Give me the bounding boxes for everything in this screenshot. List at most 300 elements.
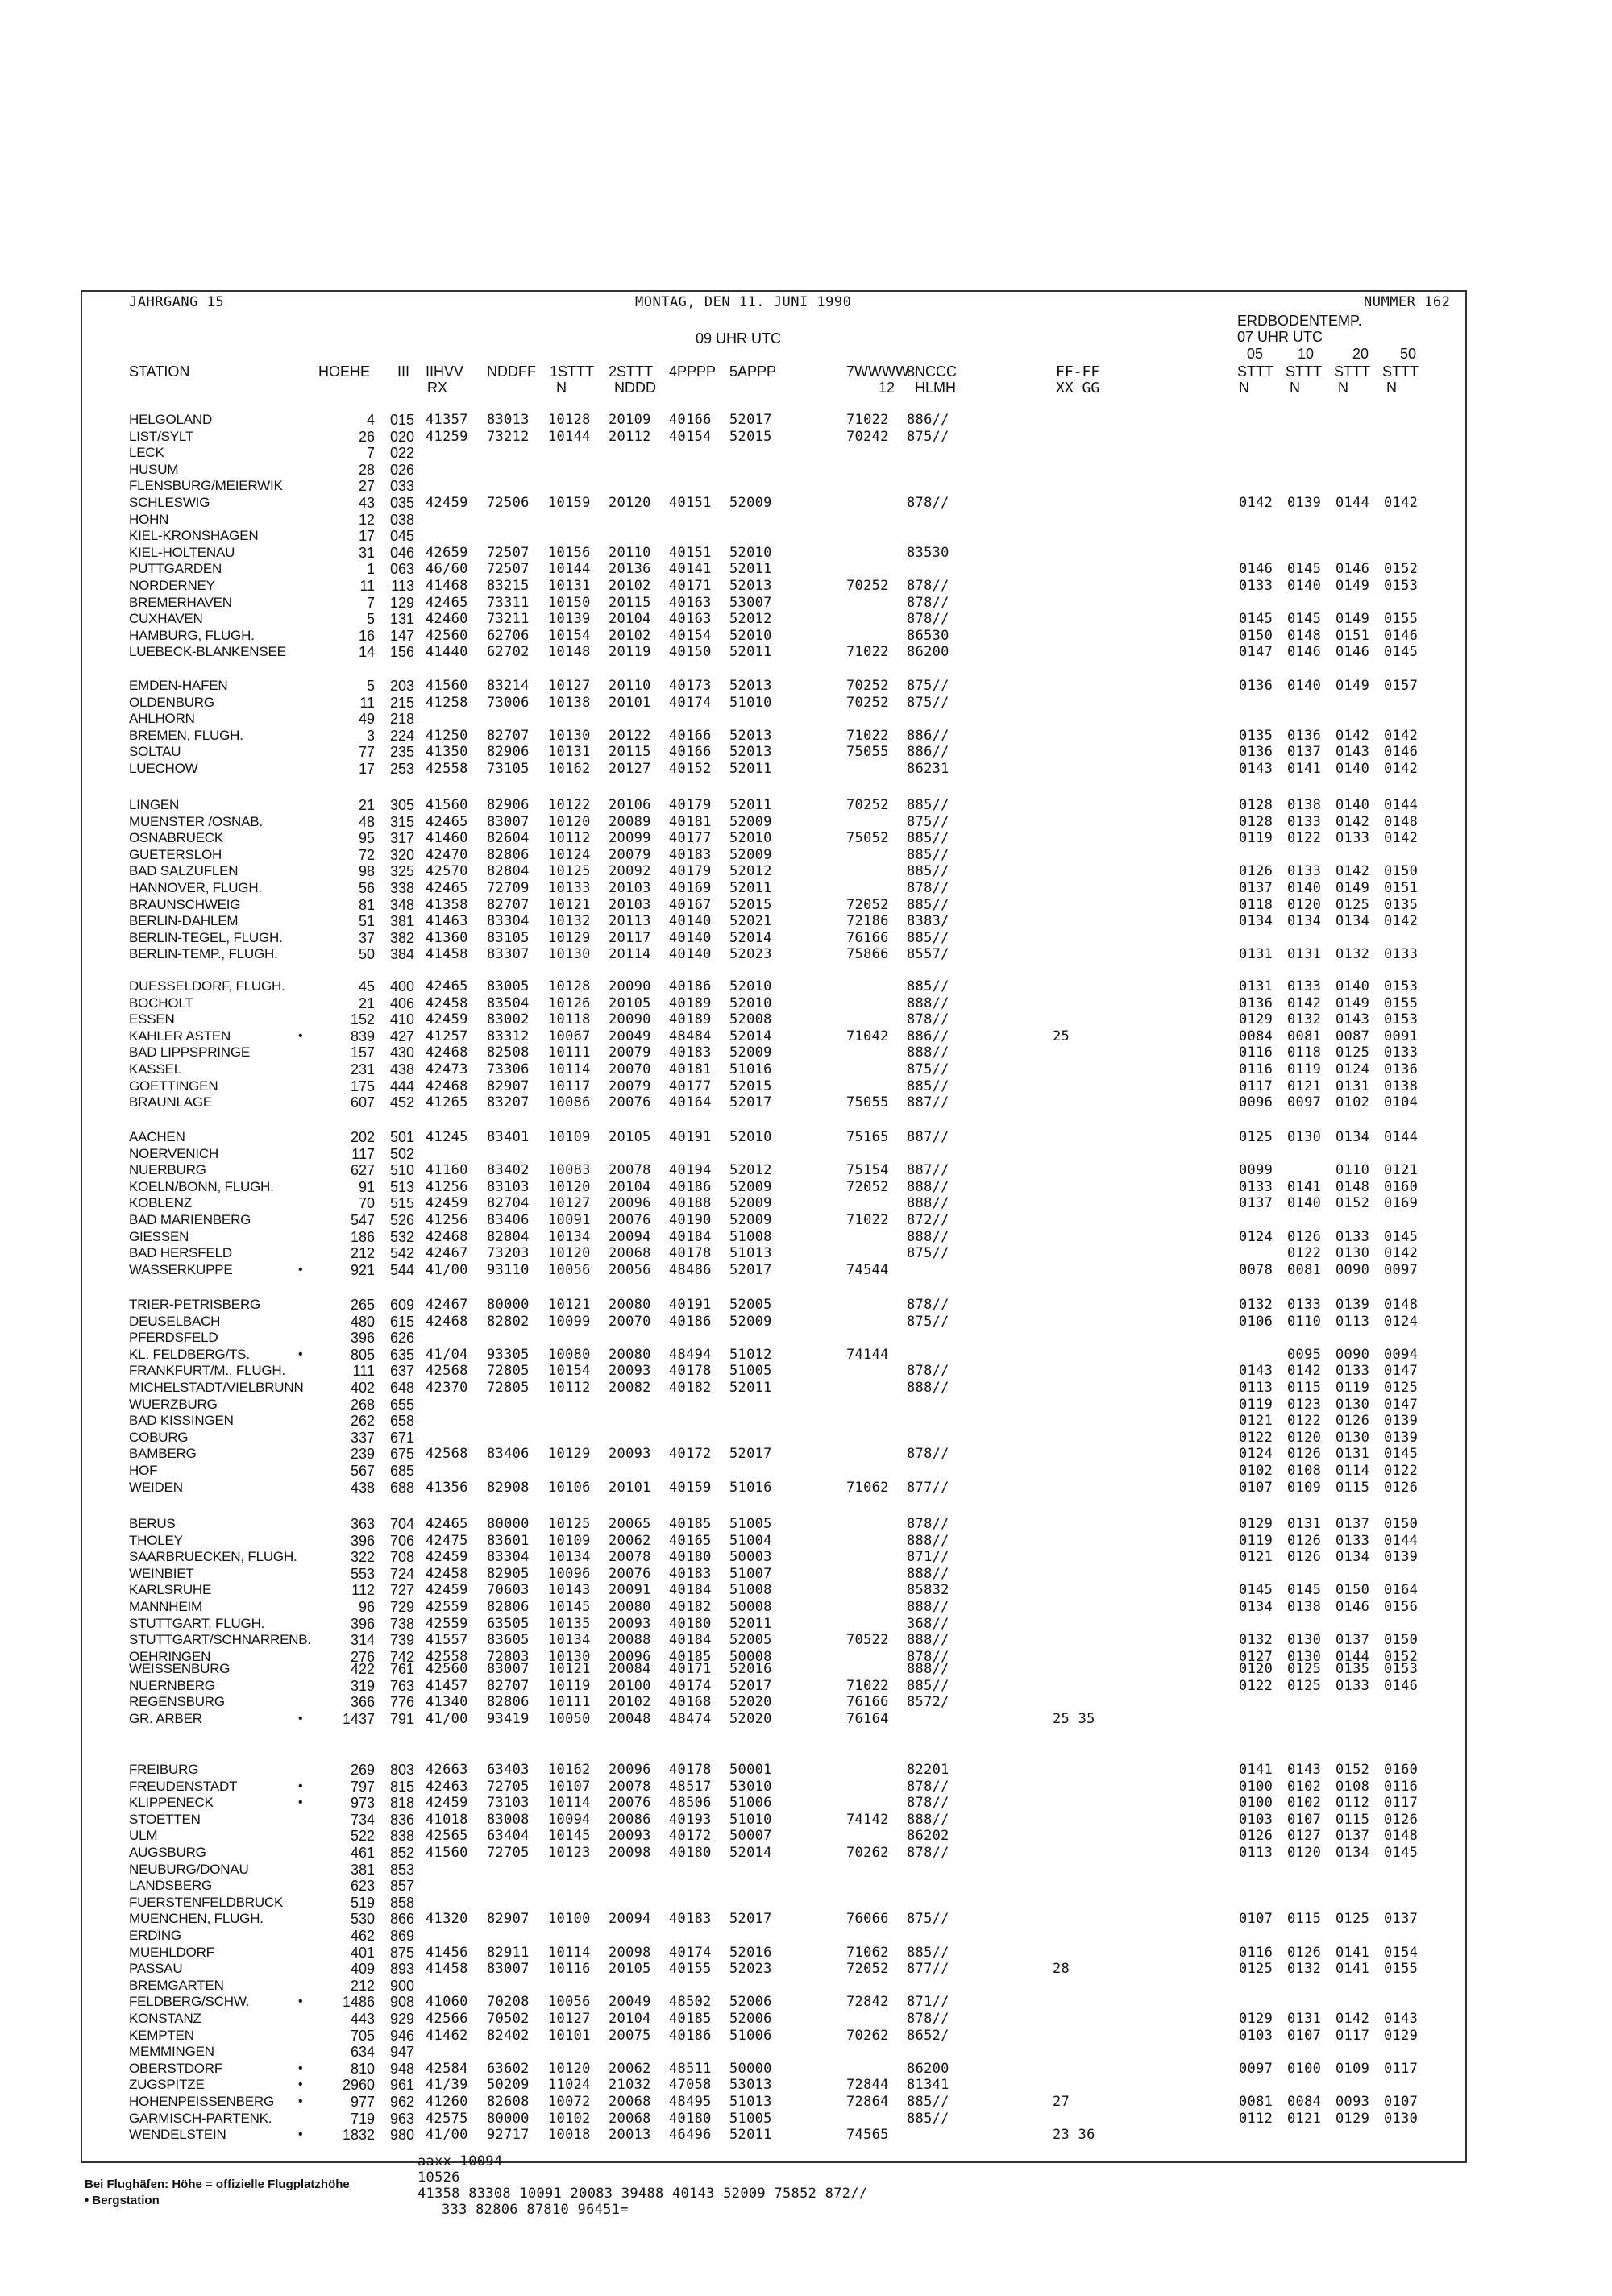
obs-group-2: 10144: [548, 561, 591, 578]
obs-group-0: 42459: [426, 1011, 468, 1028]
obs-group-4: 40189: [669, 1011, 712, 1028]
obs-group-3: 20096: [609, 1648, 651, 1665]
station-height: 607: [350, 1094, 375, 1111]
station-index: 526: [389, 1212, 414, 1228]
obs-group-4: 40174: [669, 1944, 712, 1961]
station-row: [0, 978, 1612, 994]
station-row: [0, 1229, 1612, 1245]
station-index: 026: [389, 461, 414, 478]
obs-group-0: 41/39: [426, 2077, 468, 2094]
obs-group-8: 871//: [907, 1549, 949, 1566]
soil-temp-10: 0121: [1287, 1077, 1322, 1094]
obs-group-2: 10117: [548, 1077, 591, 1094]
soil-temp-50: 0137: [1384, 1911, 1419, 1928]
station-height: 314: [350, 1632, 375, 1649]
soil-temp-20: 0149: [1336, 611, 1370, 628]
soil-temp-10: 0133: [1287, 813, 1322, 830]
station-index: 962: [389, 2094, 414, 2110]
soil-temp-10: 0102: [1287, 1795, 1322, 1812]
station-row: [0, 847, 1612, 863]
station-index: 015: [389, 412, 414, 428]
soil-temp-50: 0122: [1384, 1463, 1419, 1479]
obs-group-8: 885//: [907, 863, 949, 880]
station-row: [0, 578, 1612, 594]
obs-group-2: 10130: [548, 1648, 591, 1665]
obs-group-3: 20094: [609, 1228, 651, 1245]
obs-group-4: 40154: [669, 428, 712, 445]
soil-temp-10: 0130: [1287, 1648, 1322, 1665]
station-index: 218: [389, 711, 414, 728]
obs-group-2: 10083: [548, 1162, 591, 1179]
obs-group-7: 71022: [846, 727, 889, 744]
obs-group-1: 72705: [487, 1778, 530, 1795]
station-name: HELGOLAND: [129, 412, 213, 427]
station-name: OSNABRUECK: [129, 830, 224, 846]
obs-group-5: 50001: [729, 1762, 772, 1778]
obs-group-8: 886//: [907, 1028, 949, 1044]
obs-group-4: 40180: [669, 2110, 712, 2127]
station-name: MICHELSTADT/VIELBRUNN: [129, 1380, 304, 1395]
obs-group-8: 872//: [907, 1212, 949, 1228]
obs-group-2: 10128: [548, 412, 591, 428]
soil-temp-20: 0143: [1336, 744, 1370, 761]
obs-group-0: 46/60: [426, 561, 468, 578]
soil-temp-10: 0126: [1287, 1532, 1322, 1549]
obs-group-8: 875//: [907, 1245, 949, 1262]
soil-temp-10: 0141: [1287, 761, 1322, 777]
station-name: BAD HERSFELD: [129, 1245, 232, 1261]
obs-group-4: 40191: [669, 1129, 712, 1145]
station-name: ESSEN: [129, 1011, 175, 1028]
soil-temp-05: 0134: [1239, 913, 1273, 930]
obs-group-3: 20080: [609, 1346, 651, 1363]
soil-temp-10: 0120: [1287, 896, 1322, 913]
station-name: PUTTGARDEN: [129, 561, 222, 577]
soil-temp-10: 0133: [1287, 1297, 1322, 1313]
soil-temp-10: 0142: [1287, 1363, 1322, 1380]
obs-group-4: 48517: [669, 1778, 712, 1795]
obs-group-3: 20102: [609, 627, 651, 644]
station-index: 671: [389, 1429, 414, 1446]
soil-temp-20: 0129: [1336, 2110, 1370, 2127]
soil-temp-50: 0138: [1384, 1077, 1419, 1094]
obs-group-5: 51006: [729, 2027, 772, 2044]
obs-group-0: 41560: [426, 797, 468, 813]
station-index: 348: [389, 896, 414, 913]
soil-temp-20: 0110: [1336, 1162, 1370, 1179]
soil-temp-50: 0129: [1384, 2027, 1419, 2044]
station-name: KARLSRUHE: [129, 1582, 212, 1598]
obs-group-5: 52016: [729, 1661, 772, 1677]
station-height: 547: [350, 1212, 375, 1228]
obs-group-2: 10086: [548, 1094, 591, 1111]
obs-group-2: 10144: [548, 428, 591, 445]
station-row: [0, 1711, 1612, 1727]
soil-temp-50: 0144: [1384, 1129, 1419, 1145]
obs-group-2: 10128: [548, 978, 591, 994]
obs-group-8: 886//: [907, 412, 949, 428]
obs-group-7: 75055: [846, 1094, 889, 1111]
station-index: 253: [389, 761, 414, 777]
station-index: 045: [389, 528, 414, 545]
obs-group-2: 10094: [548, 1811, 591, 1828]
obs-group-0: 41458: [426, 1961, 468, 1978]
obs-group-4: 40183: [669, 1911, 712, 1928]
soil-temp-10: 0131: [1287, 2011, 1322, 2027]
soil-temp-10: 0145: [1287, 611, 1322, 628]
obs-group-4: 48474: [669, 1710, 712, 1727]
station-index: 852: [389, 1845, 414, 1861]
obs-group-8: 877//: [907, 1961, 949, 1978]
soil-temp-50: 0145: [1384, 1845, 1419, 1861]
soil-temp-20: 0137: [1336, 1632, 1370, 1649]
obs-group-3: 20100: [609, 1677, 651, 1694]
soil-temp-50: 0126: [1384, 1811, 1419, 1828]
obs-group-2: 10130: [548, 946, 591, 963]
station-name: BAD MARIENBERG: [129, 1212, 251, 1227]
station-row: [0, 545, 1612, 561]
obs-group-1: 63404: [487, 1828, 530, 1845]
obs-group-4: 48502: [669, 1994, 712, 2011]
station-name: GR. ARBER: [129, 1710, 202, 1726]
station-index: 791: [389, 1710, 414, 1727]
soil-temp-05: 0122: [1239, 1677, 1273, 1694]
soil-temp-50: 0155: [1384, 611, 1419, 628]
obs-group-2: 10125: [548, 1516, 591, 1532]
wind-gust: 28: [1053, 1961, 1070, 1978]
code-line-1: aaxx 10094: [418, 2153, 503, 2169]
obs-group-8: 888//: [907, 1195, 949, 1212]
obs-group-1: 83103: [487, 1178, 530, 1195]
station-row: [0, 628, 1612, 644]
obs-group-5: 52010: [729, 1129, 772, 1145]
obs-group-8: 875//: [907, 678, 949, 694]
obs-group-1: 82604: [487, 830, 530, 847]
station-row: [0, 1430, 1612, 1446]
soil-temp-20: 0090: [1336, 1261, 1370, 1278]
obs-group-1: 73105: [487, 761, 530, 777]
station-name: MEMMINGEN: [129, 2044, 214, 2060]
obs-group-5: 52010: [729, 627, 772, 644]
station-row: [0, 1516, 1612, 1532]
soil-temp-05: 0147: [1239, 644, 1273, 661]
obs-group-3: 20115: [609, 744, 651, 761]
obs-group-1: 70502: [487, 2011, 530, 2027]
obs-group-3: 20110: [609, 544, 651, 561]
station-row: [0, 830, 1612, 846]
mountain-station-marker: •: [298, 1995, 303, 2009]
station-index: 315: [389, 813, 414, 830]
obs-group-0: 42568: [426, 1363, 468, 1380]
obs-group-7: 71022: [846, 1212, 889, 1228]
obs-group-3: 20068: [609, 1245, 651, 1262]
obs-group-7: 72844: [846, 2077, 889, 2094]
obs-group-4: 40140: [669, 946, 712, 963]
soil-temp-05: 0119: [1239, 1532, 1273, 1549]
station-name: MANNHEIM: [129, 1599, 202, 1614]
station-row: [0, 1245, 1612, 1261]
obs-group-5: 52023: [729, 1961, 772, 1978]
obs-group-7: 72052: [846, 1961, 889, 1978]
obs-group-4: 48486: [669, 1261, 712, 1278]
obs-group-3: 20084: [609, 1661, 651, 1677]
soil-temp-05: 0145: [1239, 611, 1273, 628]
obs-group-1: 83008: [487, 1811, 530, 1828]
soil-temp-05: 0125: [1239, 1129, 1273, 1145]
station-height: 95: [358, 830, 375, 847]
station-row: [0, 1363, 1612, 1379]
station-name: MUENSTER /OSNAB.: [129, 813, 263, 829]
soil-temp-10: 0139: [1287, 495, 1322, 511]
obs-group-1: 83215: [487, 578, 530, 594]
obs-group-8: 888//: [907, 1044, 949, 1061]
station-row: [0, 512, 1612, 528]
obs-group-4: 40167: [669, 896, 712, 913]
obs-group-3: 20127: [609, 761, 651, 777]
soil-temp-20: 0119: [1336, 1380, 1370, 1396]
obs-group-7: 75154: [846, 1162, 889, 1179]
code-line-3: 41358 83308 10091 20083 39488 40143 52009 75852 872//: [418, 2186, 868, 2202]
obs-group-0: 42475: [426, 1532, 468, 1549]
obs-group-8: 888//: [907, 1178, 949, 1195]
obs-group-5: 52006: [729, 1994, 772, 2011]
station-name: TRIER-PETRISBERG: [129, 1297, 261, 1312]
station-row: [0, 744, 1612, 760]
obs-group-2: 10121: [548, 896, 591, 913]
station-name: GUETERSLOH: [129, 846, 222, 862]
station-height: 705: [350, 2027, 375, 2044]
obs-group-0: 41456: [426, 1944, 468, 1961]
obs-group-3: 20091: [609, 1582, 651, 1599]
obs-group-3: 20122: [609, 727, 651, 744]
mountain-station-marker: •: [298, 2128, 303, 2142]
station-name: STUTTGART/SCHNARRENB.: [129, 1632, 311, 1648]
soil-temp-10: 0123: [1287, 1396, 1322, 1413]
obs-group-3: 20092: [609, 863, 651, 880]
obs-group-8: 875//: [907, 1313, 949, 1330]
obs-group-5: 51010: [729, 694, 772, 711]
station-name: LUECHOW: [129, 761, 198, 776]
obs-group-5: 52014: [729, 929, 772, 946]
station-index: 637: [389, 1363, 414, 1380]
soil-temp-title: ERDBODENTEMP.: [1237, 313, 1362, 329]
soil-temp-05: 0150: [1239, 627, 1273, 644]
obs-group-7: 70252: [846, 694, 889, 711]
obs-group-1: 72803: [487, 1648, 530, 1665]
obs-group-2: 10127: [548, 1195, 591, 1212]
soil-temp-10: 0126: [1287, 1944, 1322, 1961]
station-height: 810: [350, 2060, 375, 2077]
obs-group-1: 82804: [487, 863, 530, 880]
soil-temp-50: 0152: [1384, 1648, 1419, 1665]
obs-group-4: 40183: [669, 1044, 712, 1061]
obs-group-8: 885//: [907, 929, 949, 946]
station-index: 406: [389, 994, 414, 1011]
soil-temp-05: 0124: [1239, 1228, 1273, 1245]
obs-group-1: 82508: [487, 1044, 530, 1061]
obs-group-2: 10067: [548, 1028, 591, 1044]
obs-group-1: 72705: [487, 1845, 530, 1861]
obs-group-1: 83605: [487, 1632, 530, 1649]
obs-group-8: 885//: [907, 1677, 949, 1694]
station-row: [0, 1162, 1612, 1178]
obs-group-3: 20101: [609, 1479, 651, 1496]
obs-group-5: 52012: [729, 863, 772, 880]
obs-group-7: 71042: [846, 1028, 889, 1044]
station-index: 532: [389, 1228, 414, 1245]
station-height: 3: [366, 727, 375, 744]
station-row: [0, 1661, 1612, 1677]
station-row: [0, 897, 1612, 913]
obs-group-8: 885//: [907, 797, 949, 813]
obs-group-8: 878//: [907, 611, 949, 628]
station-height: 43: [358, 495, 375, 511]
obs-group-2: 10148: [548, 644, 591, 661]
obs-group-0: 42559: [426, 1615, 468, 1632]
obs-group-1: 83304: [487, 913, 530, 930]
obs-group-2: 10050: [548, 1710, 591, 1727]
obs-group-0: 41460: [426, 830, 468, 847]
station-name: STOETTEN: [129, 1811, 201, 1827]
soil-temp-50: 0148: [1384, 813, 1419, 830]
obs-group-0: 41462: [426, 2027, 468, 2044]
soil-temp-10: 0138: [1287, 797, 1322, 813]
obs-group-1: 73006: [487, 694, 530, 711]
soil-temp-20: 0149: [1336, 994, 1370, 1011]
col-nddd: NDDD: [614, 380, 656, 396]
station-row: [0, 1845, 1612, 1861]
station-row: [0, 1179, 1612, 1195]
station-row: [0, 2011, 1612, 2027]
soil-temp-20: 0142: [1336, 727, 1370, 744]
obs-group-0: 42467: [426, 1297, 468, 1313]
station-height: 239: [350, 1446, 375, 1463]
station-name: BERLIN-DAHLEM: [129, 913, 239, 929]
obs-group-4: 40184: [669, 1228, 712, 1245]
station-name: BERLIN-TEMP., FLUGH.: [129, 946, 278, 962]
soil-temp-50: 0154: [1384, 1944, 1419, 1961]
soil-temp-20: 0148: [1336, 1178, 1370, 1195]
soil-temp-20: 0132: [1336, 946, 1370, 963]
obs-group-4: 40155: [669, 1961, 712, 1978]
obs-group-1: 82907: [487, 1077, 530, 1094]
station-name: KASSEL: [129, 1061, 181, 1077]
soil-temp-20: 0126: [1336, 1413, 1370, 1430]
soil-temp-10: 0084: [1287, 2094, 1322, 2110]
station-name: BERUS: [129, 1516, 176, 1531]
obs-group-4: 48511: [669, 2060, 712, 2077]
soil-temp-20: 0102: [1336, 1094, 1370, 1111]
soil-temp-50: 0150: [1384, 863, 1419, 880]
obs-group-5: 52012: [729, 611, 772, 628]
obs-group-5: 52014: [729, 1028, 772, 1044]
obs-group-5: 52011: [729, 1380, 772, 1396]
station-row: [0, 695, 1612, 711]
obs-group-0: 42459: [426, 1195, 468, 1212]
obs-group-4: 48495: [669, 2094, 712, 2110]
station-index: 513: [389, 1178, 414, 1195]
obs-group-0: 41256: [426, 1212, 468, 1228]
obs-group-7: 74544: [846, 1261, 889, 1278]
soil-temp-time: 07 UHR UTC: [1237, 329, 1323, 345]
soil-temp-50: 0142: [1384, 495, 1419, 511]
obs-group-8: 888//: [907, 1632, 949, 1649]
station-index: 727: [389, 1582, 414, 1599]
station-height: 265: [350, 1297, 375, 1313]
obs-group-1: 73203: [487, 1245, 530, 1262]
obs-group-1: 80000: [487, 1297, 530, 1313]
obs-group-8: 875//: [907, 813, 949, 830]
obs-group-2: 10135: [548, 1615, 591, 1632]
soil-temp-20: 0109: [1336, 2060, 1370, 2077]
station-row: [0, 1928, 1612, 1944]
depth-20: 20: [1352, 346, 1369, 362]
station-row: [0, 1061, 1612, 1077]
station-name: BRAUNLAGE: [129, 1094, 213, 1111]
station-row: [0, 1549, 1612, 1565]
obs-group-5: 52009: [729, 1044, 772, 1061]
station-name: GARMISCH-PARTENK.: [129, 2110, 272, 2126]
soil-temp-50: 0147: [1384, 1396, 1419, 1413]
obs-group-7: 75052: [846, 830, 889, 847]
soil-temp-50: 0160: [1384, 1178, 1419, 1195]
obs-group-0: 42459: [426, 1549, 468, 1566]
obs-group-0: 42467: [426, 1245, 468, 1262]
col-iihvv: IIHVV: [426, 363, 464, 380]
obs-group-0: 42565: [426, 1828, 468, 1845]
obs-group-3: 20115: [609, 594, 651, 611]
obs-group-4: 40166: [669, 744, 712, 761]
obs-group-0: 41/00: [426, 1710, 468, 1727]
station-name: AACHEN: [129, 1129, 185, 1144]
obs-group-4: 40171: [669, 1661, 712, 1677]
obs-group-3: 20076: [609, 1565, 651, 1582]
station-height: 719: [350, 2110, 375, 2127]
soil-temp-20: 0142: [1336, 2011, 1370, 2027]
obs-group-1: 80000: [487, 1516, 530, 1532]
station-height: 2960: [342, 2077, 375, 2094]
obs-group-3: 20103: [609, 896, 651, 913]
obs-group-7: 71022: [846, 1677, 889, 1694]
soil-temp-50: 0156: [1384, 1599, 1419, 1615]
obs-group-7: 70252: [846, 678, 889, 694]
station-row: [0, 2044, 1612, 2060]
soil-temp-50: 0142: [1384, 913, 1419, 930]
obs-group-4: 48494: [669, 1346, 712, 1363]
obs-group-8: 888//: [907, 1228, 949, 1245]
obs-group-2: 10130: [548, 727, 591, 744]
obs-group-2: 10145: [548, 1828, 591, 1845]
station-name: BAD SALZUFLEN: [129, 863, 239, 879]
obs-group-4: 40194: [669, 1162, 712, 1179]
station-index: 929: [389, 2011, 414, 2027]
col-5appp: 5APPP: [729, 363, 777, 380]
obs-group-1: 82905: [487, 1565, 530, 1582]
station-index: 320: [389, 846, 414, 863]
obs-group-5: 52017: [729, 1094, 772, 1111]
station-index: 410: [389, 1011, 414, 1028]
station-height: 112: [351, 1582, 375, 1599]
station-row: [0, 1911, 1612, 1927]
obs-group-8: 887//: [907, 1094, 949, 1111]
soil-temp-10: 0108: [1287, 1463, 1322, 1479]
station-index: 866: [389, 1911, 414, 1928]
obs-group-5: 51012: [729, 1346, 772, 1363]
station-name: BAMBERG: [129, 1446, 197, 1462]
obs-group-1: 82707: [487, 727, 530, 744]
obs-group-8: 878//: [907, 1011, 949, 1028]
station-index: 875: [389, 1944, 414, 1961]
